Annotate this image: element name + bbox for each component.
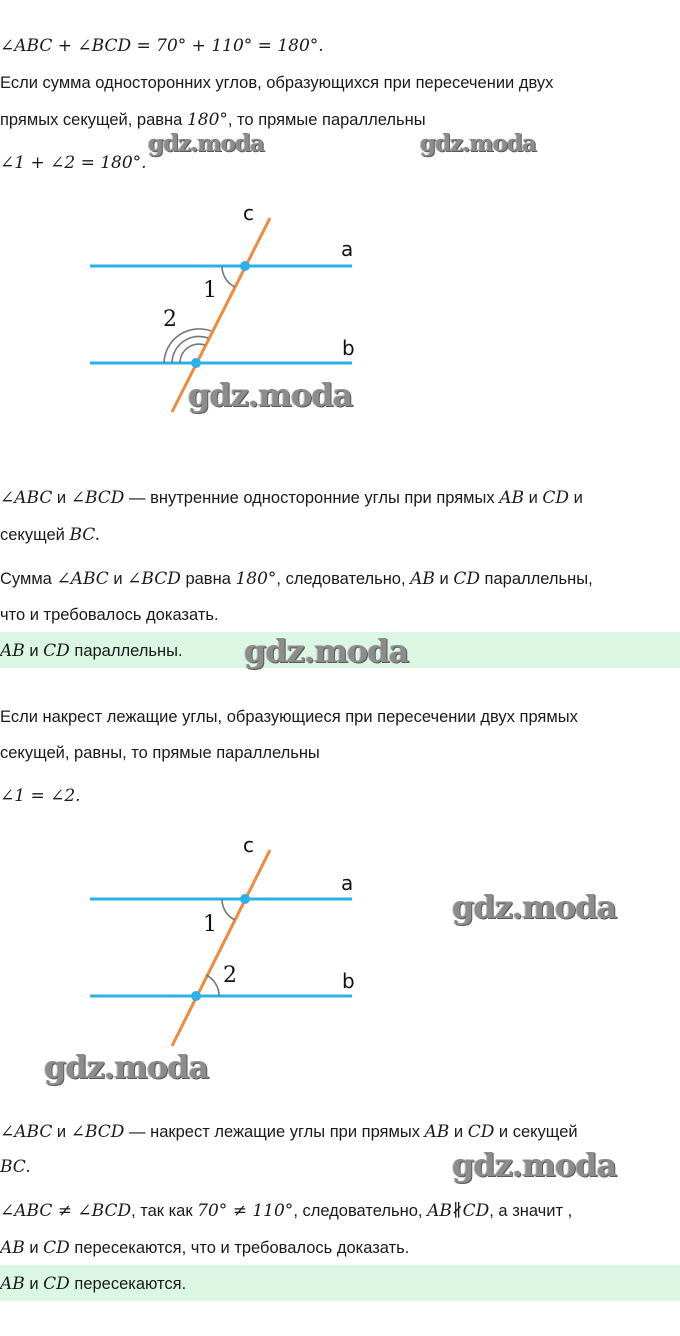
watermark: gdz.moda xyxy=(452,888,617,926)
formula-angles-equal: ∠1 = ∠2. xyxy=(0,786,81,806)
alternate-rule-line2: секущей, равны, то прямые параллельны xyxy=(0,744,320,762)
watermark: gdz.moda xyxy=(452,1146,617,1184)
formula-angles-sum: ∠1 + ∠2 = 180°. xyxy=(0,153,147,173)
rule-text-line2: прямых секущей, равна 180°, то прямые параллельны xyxy=(0,110,426,130)
angle-2-label: 2 xyxy=(163,307,177,332)
watermark: gdz.moda xyxy=(148,130,264,157)
consecutive-angles-statement: ∠ABC и ∠BCD — внутренние односторонние углы при прямых AB и CD и xyxy=(0,488,583,508)
angle-2-label: 2 xyxy=(223,963,237,988)
angle-1-arc xyxy=(222,899,235,920)
sum-conclusion: Сумма ∠ABC и ∠BCD равна 180°, следовательно, AB и CD параллельны, xyxy=(0,569,593,589)
formula-sum: ∠ABC + ∠BCD = 70° + 110° = 180°. xyxy=(0,36,324,56)
label-c: c xyxy=(243,201,254,225)
intersection-point-b xyxy=(191,991,201,1001)
watermark: gdz.moda xyxy=(188,376,353,414)
rule-text-line1: Если сумма односторонних углов, образующихся при пересечении двух xyxy=(0,74,554,92)
watermark: gdz.moda xyxy=(44,1048,209,1086)
value-180: 180° xyxy=(186,110,228,130)
intersection-point-b xyxy=(191,358,201,368)
watermark: gdz.moda xyxy=(420,130,536,157)
label-a: a xyxy=(341,871,354,895)
secant-c xyxy=(172,850,270,1046)
intersection-point-a xyxy=(240,261,250,271)
label-a: a xyxy=(341,237,354,261)
figure-alternate-angles xyxy=(0,830,680,1060)
sum-conclusion-line2: что и требовалось доказать. xyxy=(0,606,219,624)
answer-intersect: AB и CD пересекаются. xyxy=(0,1274,187,1294)
consecutive-angles-statement-line2: секущей BC. xyxy=(0,525,101,545)
answer-parallel: AB и CD параллельны. xyxy=(0,641,183,661)
alternate-angles-statement: ∠ABC и ∠BCD — накрест лежащие углы при прямых AB и CD и секущей xyxy=(0,1122,578,1142)
watermark: gdz.moda xyxy=(244,632,409,670)
inequality-conclusion-line2: AB и CD пересекаются, что и требовалось доказать. xyxy=(0,1238,410,1258)
angle-1-arc xyxy=(222,266,235,287)
angle-2-arc xyxy=(206,975,219,996)
alternate-angles-statement-line2: BC. xyxy=(0,1157,31,1177)
alternate-rule-line1: Если накрест лежащие углы, образующиеся при пересечении двух прямых xyxy=(0,708,578,726)
label-b: b xyxy=(342,336,355,360)
angle-1-label: 1 xyxy=(203,278,217,303)
label-c: c xyxy=(243,833,254,857)
inequality-conclusion: ∠ABC ≠ ∠BCD, так как 70° ≠ 110°, следовательно, AB∦CD, а значит , xyxy=(0,1201,573,1221)
label-b: b xyxy=(342,969,355,993)
angle-1-label: 1 xyxy=(203,912,217,937)
intersection-point-a xyxy=(240,894,250,904)
